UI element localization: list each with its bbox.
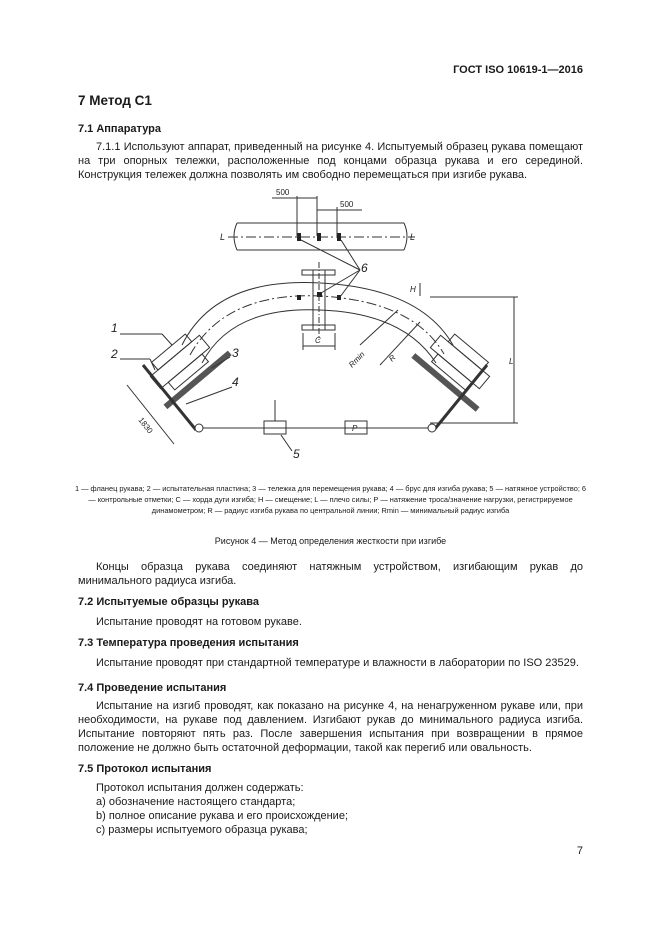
callout-4: 4	[232, 375, 239, 389]
right-bending-bar	[434, 365, 487, 430]
section-7-2-title: 7.2 Испытуемые образцы рукава	[78, 596, 259, 608]
label-C: C	[315, 336, 321, 345]
list-item: b) полное описание рукава и его происхождение;	[96, 810, 349, 822]
section-7-3-text: Испытание проводят при стандартной температуре и влажности в лаборатории по ISO 23529.	[96, 657, 579, 669]
figure-caption: Рисунок 4 — Метод определения жесткости при изгибе	[214, 536, 447, 546]
label-L-dimension: L	[509, 357, 514, 366]
callout-6: 6	[361, 261, 368, 275]
label-P: P	[352, 424, 358, 433]
list-item: a) обозначение настоящего стандарта;	[96, 796, 296, 808]
section-7-3-title: 7.3 Температура проведения испытания	[78, 637, 299, 649]
section-7-5-title: 7.5 Протокол испытания	[78, 763, 212, 775]
callout-5: 5	[293, 447, 300, 461]
dim-500-left: 500	[276, 188, 290, 197]
section-7-4-title: 7.4 Проведение испытания	[78, 682, 227, 694]
right-pivot	[428, 424, 436, 432]
label-L-left: L	[220, 232, 226, 242]
section-7-1-1-text: 7.1.1 Используют аппарат, приведенный на рисунке 4. Испытуемый образец рукава помещают на три опорных тележки, расположенные под концами образца рукава и его серединой. Конструкция тележек должна позволять им свободно перемещаться при изгибе рукава.	[78, 141, 583, 181]
callout-2: 2	[111, 347, 118, 361]
label-R: R	[387, 352, 398, 364]
middle-trolley	[302, 262, 335, 340]
label-Rmin: Rmin	[347, 349, 367, 370]
label-H: H	[410, 285, 416, 294]
after-figure-text: Концы образца рукава соединяют натяжным устройством, изгибающим рукав до минимального радиуса изгиба.	[78, 561, 583, 587]
left-bending-bar	[143, 365, 196, 430]
dim-1830: 1830	[136, 415, 155, 436]
section-7-title: 7 Метод С1	[78, 93, 152, 108]
section-7-1-title: 7.1 Аппаратура	[78, 123, 162, 135]
callout-3: 3	[232, 346, 239, 360]
section-7-2-text: Испытание проводят на готовом рукаве.	[96, 616, 302, 628]
left-pivot	[195, 424, 203, 432]
label-L-right: L	[410, 232, 416, 242]
standard-designation: ГОСТ ISO 10619-1—2016	[453, 64, 583, 76]
bent-hose	[182, 283, 453, 363]
list-item: c) размеры испытуемого образца рукава;	[96, 824, 308, 836]
dim-500-right: 500	[340, 200, 354, 209]
section-7-4-text: Испытание на изгиб проводят, как показано на рисунке 4, на ненагруженном рукаве или, при необходимости, на рукаве под давлением. Изгибают рукав до минимального радиуса изгиба. Испытание повторяют пять раз. После завершения испытания при возвращении в прямое положение не должно быть остаточной деформации, такой как перегиб или овальность.	[78, 700, 583, 754]
page-number: 7	[576, 845, 583, 857]
section-7-5-intro: Протокол испытания должен содержать:	[96, 782, 304, 794]
figure-legend: 1 — фланец рукава; 2 — испытательная пластина; 3 — тележка для перемещения рукава; 4 — брус для изгиба рукава; 5 — натяжное устройство; 6 — контрольные отметки; С — хорда дуги изгиба; Н — смещение; L — плечо силы; Р — натяжение троса/значение нагрузки, регистрируемое динамометром; R — радиус изгиба рукава по центральной линии; Rmin — минимальный радиус изгиба	[74, 484, 587, 515]
callout-1: 1	[111, 321, 118, 335]
straight-hose	[228, 223, 415, 250]
